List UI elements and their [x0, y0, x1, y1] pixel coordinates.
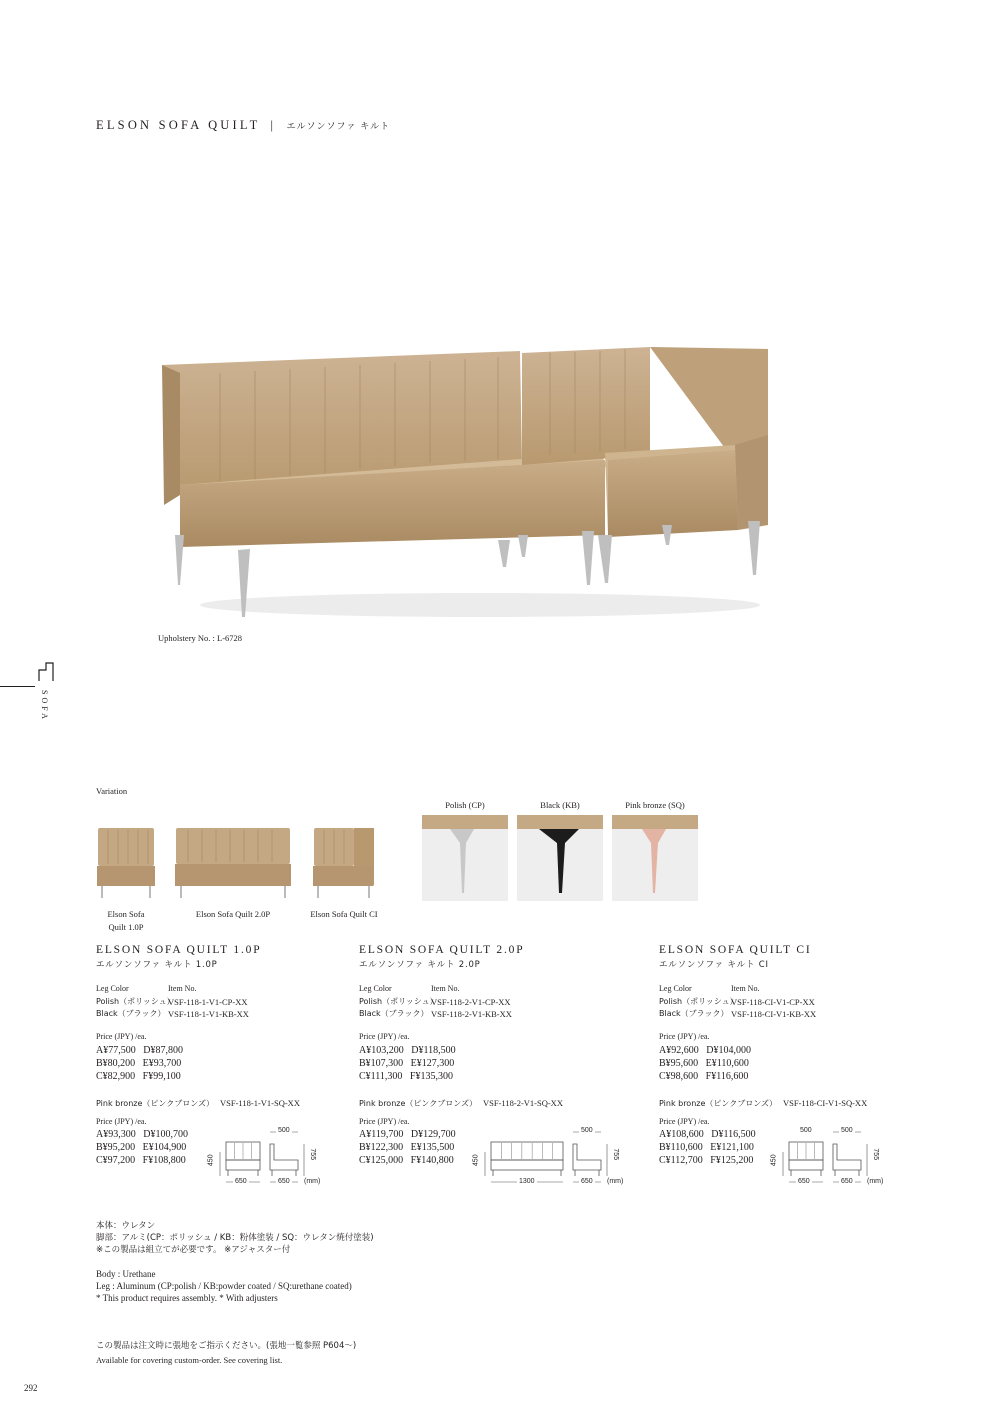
page-title	[96, 118, 390, 133]
price-header: Price (JPY) /ea.	[96, 1032, 147, 1041]
pink-price-header: Price (JPY) /ea.	[659, 1116, 710, 1126]
item-table	[96, 983, 376, 1021]
item-table	[359, 983, 639, 1021]
price-row: A¥77,500 D¥87,800	[96, 1044, 183, 1056]
dim-unit: (mm)	[607, 1178, 624, 1185]
variation-label-1p-line2: Quilt 1.0P	[108, 921, 144, 932]
notes-en	[96, 1268, 352, 1304]
leg-swatch-pink	[612, 815, 698, 901]
item-table	[659, 983, 939, 1021]
leg-swatch-black	[517, 815, 603, 901]
dim-height: 450	[472, 1154, 480, 1167]
leg-label-black: Black (KB)	[540, 800, 580, 810]
price-row: B¥80,200 E¥93,700	[96, 1057, 182, 1069]
note-jp-assembly: ※この製品は組立てが必要です。 ※アジャスター付	[96, 1245, 291, 1255]
pink-bronze-row	[359, 1093, 639, 1111]
dim-width: 650	[233, 1176, 249, 1189]
product-subtitle: エルソンソファ キルト 2.0P	[359, 960, 481, 970]
product-subtitle: エルソンソファ キルト 1.0P	[96, 960, 218, 970]
notes-jp	[96, 1220, 374, 1256]
upholstery-caption: Upholstery No. : L-6728	[158, 633, 243, 643]
pink-price-row: A¥108,600 D¥116,500	[659, 1129, 756, 1140]
note-en-leg: Leg : Aluminum (CP:polish / KB:powder coated / SQ:urethane coated)	[96, 1281, 352, 1291]
leg-color-header: Leg Color	[359, 984, 392, 993]
dim-height: 450	[207, 1154, 215, 1167]
footer-en: Available for covering custom-order. See covering list.	[96, 1355, 283, 1365]
leg-color-value: Black（ブラック）	[96, 1009, 166, 1018]
price-list	[359, 1044, 639, 1083]
title-jp: エルソンソファ キルト	[286, 122, 391, 132]
dim-width: 650	[796, 1176, 812, 1189]
product-title: ELSON SOFA QUILT 2.0P	[359, 944, 525, 956]
pink-bronze-item: VSF-118-CI-V1-SQ-XX	[783, 1097, 868, 1108]
price-row: C¥111,300 F¥135,300	[359, 1070, 453, 1082]
variation-heading: Variation	[96, 786, 128, 796]
pink-price-row: A¥119,700 D¥129,700	[359, 1129, 456, 1140]
leg-color-value: Polish（ポリッシュ）	[659, 997, 738, 1006]
pink-price-row: B¥95,200 E¥104,900	[96, 1142, 187, 1153]
leg-color-value: Polish（ポリッシュ）	[359, 997, 438, 1006]
note-en-assembly: * This product requires assembly. * With adjusters	[96, 1293, 278, 1303]
leg-color-value: Black（ブラック）	[359, 1009, 429, 1018]
dim-height: 450	[770, 1154, 778, 1167]
note-jp-body: 本体：ウレタン	[96, 1221, 156, 1231]
item-no-header: Item No.	[431, 984, 460, 993]
leg-color-value: Black（ブラック）	[659, 1009, 729, 1018]
price-row: B¥107,300 E¥127,300	[359, 1057, 455, 1069]
price-row: C¥98,600 F¥116,600	[659, 1070, 749, 1082]
product-title: ELSON SOFA QUILT 1.0P	[96, 944, 262, 956]
sidebar-category: SOFA	[40, 690, 49, 722]
price-header: Price (JPY) /ea.	[659, 1032, 710, 1041]
variation-label-ci: Elson Sofa Quilt CI	[310, 909, 378, 919]
dim-top-2: 500	[798, 1125, 814, 1138]
variation-label-1p	[96, 908, 156, 933]
leg-label-polish: Polish (CP)	[445, 800, 485, 810]
variation-thumb-2p	[174, 826, 292, 902]
leg-swatch-polish	[422, 815, 508, 901]
variation-thumb-ci	[312, 826, 376, 902]
price-list	[659, 1044, 939, 1083]
dim-depth: 650	[579, 1176, 595, 1189]
pink-bronze-item: VSF-118-2-V1-SQ-XX	[483, 1097, 563, 1108]
pink-price-row: B¥110,600 E¥121,100	[659, 1142, 754, 1153]
price-list	[96, 1044, 376, 1083]
pink-price-row: B¥122,300 E¥135,500	[359, 1142, 455, 1153]
title-separator: |	[270, 118, 277, 132]
note-en-body: Body : Urethane	[96, 1269, 156, 1279]
dim-depth: 650	[276, 1176, 292, 1189]
product-subtitle: エルソンソファ キルト CI	[659, 960, 769, 970]
item-no-value: VSF-118-1-V1-KB-XX	[168, 1009, 249, 1019]
dim-top: 500	[839, 1125, 855, 1138]
dim-width: 1300	[517, 1176, 537, 1189]
leg-color-header: Leg Color	[96, 984, 129, 993]
pink-bronze-label: Pink bronze（ピンクブロンズ）	[359, 1098, 477, 1108]
page-number: 292	[24, 1383, 38, 1393]
price-row: C¥82,900 F¥99,100	[96, 1070, 181, 1082]
sofa-outline-icon	[38, 662, 54, 682]
pink-bronze-item: VSF-118-1-V1-SQ-XX	[220, 1097, 300, 1108]
item-no-value: VSF-118-CI-V1-KB-XX	[731, 1009, 817, 1019]
leg-color-header: Leg Color	[659, 984, 692, 993]
variation-label-2p: Elson Sofa Quilt 2.0P	[195, 909, 271, 919]
pink-price-row: C¥112,700 F¥125,200	[659, 1155, 754, 1166]
title-en: ELSON SOFA QUILT	[96, 118, 261, 132]
item-no-value: VSF-118-1-V1-CP-XX	[168, 997, 248, 1007]
price-row: A¥103,200 D¥118,500	[359, 1044, 456, 1056]
footer-jp: この製品は注文時に張地をご指示ください。(張地一覧参照 P604〜)	[96, 1341, 357, 1351]
pink-bronze-label: Pink bronze（ピンクブロンズ）	[659, 1098, 777, 1108]
item-no-value: VSF-118-2-V1-KB-XX	[431, 1009, 512, 1019]
dim-depth: 650	[839, 1176, 855, 1189]
hero-sofa-image	[150, 335, 790, 625]
pink-price-header: Price (JPY) /ea.	[96, 1116, 147, 1126]
pink-price-row: C¥125,000 F¥140,800	[359, 1155, 454, 1166]
item-no-header: Item No.	[731, 984, 760, 993]
dim-back-height: 755	[612, 1148, 620, 1161]
variation-thumb-1p	[96, 826, 156, 902]
dim-top: 500	[276, 1125, 292, 1138]
pink-price-row: A¥93,300 D¥100,700	[96, 1129, 188, 1140]
variation-label-1p-line1: Elson Sofa	[107, 909, 145, 919]
pink-bronze-row	[96, 1093, 376, 1111]
dim-unit: (mm)	[304, 1178, 321, 1185]
note-jp-leg: 脚部：アルミ(CP：ポリッシュ / KB：粉体塗装 / SQ：ウレタン焼付塗装)	[96, 1233, 374, 1243]
item-no-value: VSF-118-2-V1-CP-XX	[431, 997, 511, 1007]
price-row: A¥92,600 D¥104,000	[659, 1044, 751, 1056]
dim-back-height: 755	[872, 1148, 880, 1161]
dim-back-height: 755	[309, 1148, 317, 1161]
item-no-value: VSF-118-CI-V1-CP-XX	[731, 997, 815, 1007]
product-title: ELSON SOFA QUILT CI	[659, 944, 812, 956]
pink-price-row: C¥97,200 F¥108,800	[96, 1155, 186, 1166]
pink-bronze-row	[659, 1093, 939, 1111]
sidebar-rule	[0, 686, 35, 687]
pink-bronze-label: Pink bronze（ピンクブロンズ）	[96, 1098, 214, 1108]
price-row: B¥95,600 E¥110,600	[659, 1057, 749, 1069]
dim-top: 500	[579, 1125, 595, 1138]
pink-price-header: Price (JPY) /ea.	[359, 1116, 410, 1126]
item-no-header: Item No.	[168, 984, 197, 993]
leg-color-value: Polish（ポリッシュ）	[96, 997, 175, 1006]
price-header: Price (JPY) /ea.	[359, 1032, 410, 1041]
leg-label-pink: Pink bronze (SQ)	[625, 800, 685, 810]
dim-unit: (mm)	[867, 1178, 884, 1185]
